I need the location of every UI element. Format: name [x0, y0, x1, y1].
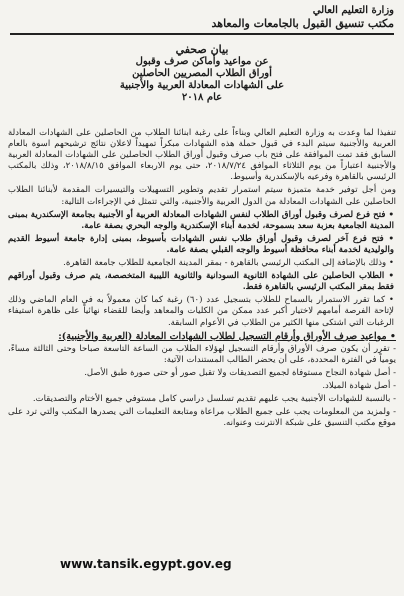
office-name: مكتب تنسيق القبول بالجامعات والمعاهد — [10, 17, 394, 35]
website-url: www.tansik.egypt.gov.eg — [60, 557, 232, 571]
ministry-name: وزارة التعليم العالي — [312, 5, 394, 16]
hours-paragraph: - تقرر أن يكون صرف الأوراق وأرقام التسجيل لهؤلاء الطلاب من الساعة التاسعة صباحا وحتى الثالثة مساءً، يومياً في الفترة المحددة، على أن يحضر الطالب المستندات الآتية: — [8, 343, 396, 365]
bullet-sudan-libya: • الطلاب الحاصلين على الشهادة الثانوية السودانية والثانوية الليبية المتخصصة، يتم صرف وقبول أوراقهم فقط بمقر المكتب الرئيسي بالقاهرة فقط. — [8, 271, 394, 293]
title-line-3: أوراق الطلاب المصريين الحاصلين — [132, 68, 272, 79]
title-press-release: بيان صحفي — [175, 43, 229, 56]
bullet-60-choices: • كما تقرر الاستمرار بالسماح للطلاب بتسجيل عدد (٦٠) رغبة كما كان معمولاً به في العام الماضي وذلك لإتاحة الفرصة أمامهم لاختيار أكبر عدد ممكن من الكليات والمعاهد وأيضا للقضاء نهائياً على ظاهرة استيفاء الرغبات التي اشتكى منها الكثير من الطلاب في الأعوام السابقة. — [8, 295, 395, 328]
doc-item-certificate: - أصل شهادة النجاح مستوفاة لجميع التصديقات ولا تقبل صور أو حتى صورة طبق الأصل. — [84, 367, 396, 378]
title-line-2: عن مواعيد وأماكن صرف وقبول — [135, 56, 269, 67]
procedures-paragraph: ومن أجل توفير خدمة متميزة سيتم استمرار تقديم وتطوير التسهيلات والتيسيرات المقدمة لأبنائنا الطلاب الحاصلين على الشهادات المعادلة من الدول العربية والأجنبية، والتي تتمثل في الإجراءات التالية: — [8, 185, 396, 207]
title-block — [0, 44, 404, 104]
title-line-4: على الشهادات المعادلة العربية والأجنبية — [119, 80, 285, 91]
more-info-paragraph: - ولمزيد من المعلومات يجب على جميع الطلاب مراعاة ومتابعة التعليمات التي يصدرها المكتب والتي ترد على موقع مكتب التنسيق على شبكة الانترنت وعنوانه. — [8, 407, 396, 429]
section-heading: • مواعيد صرف الأوراق وأرقام التسجيل لطلاب الشهادات المعادلة (العربية والأجنبية): — [58, 330, 396, 342]
document-body — [8, 128, 396, 431]
foreign-certs-paragraph: - بالنسبة للشهادات الأجنبية يجب عليهم تقديم تسلسل دراسي كامل مستوفي جميع الأختام والتصديقات. — [32, 394, 396, 405]
doc-item-birth: - أصل شهادة الميلاد. — [322, 380, 396, 391]
intro-paragraph: تنفيذا لما وعدت به وزارة التعليم العالي وبناءاً على رغبة ابنائنا الطلاب من الحاصلين على الشهادات المعادلة العربية والأجنبية سيتم البدء في قبول حملة هذه الشهادات مبكراً تمهيداً لاعلان نتائج ترشيحهم اسوة بالعام السابق فقد تمت الموافقة على فتح باب صرف وقبول أوراق الطلاب الحاصلين على الشهادات المعادلة العربية والأجنبية اعتباراً من يوم الثلاثاء الموافق ٢٠١٨/٧/٢٤، حتى يوم الاربعاء الموافق ٢٠١٨/٨/١٥، وذلك بالمكتب الرئيسي بالقاهرة وفرعيه بالإسكندرية وأسيوط. — [8, 128, 396, 183]
title-year: عام ٢٠١٨ — [181, 92, 223, 103]
letterhead — [10, 4, 394, 35]
bullet-assiut: • فتح فرع آخر لصرف وقبول أوراق طلاب نفس الشهادات بأسيوط، بمبنى إدارة جامعة أسيوط القديم والوليدية لخدمة أبناء محافظة أسيوط والوجه القبلي بصفة عامة. — [8, 233, 394, 255]
bullet-cairo: • وذلك بالإضافة إلى المكتب الرئيسي بالقاهرة - بمقر المدينة الجامعية للطلاب جامعة القاهرة. — [63, 258, 394, 269]
bullet-alexandria: • فتح فرع لصرف وقبول أوراق الطلاب لنفس الشهادات المعادلة العربية أو الأجنبية بجامعة الإسكندرية بمبنى المدينة الجامعية بعزبة سعد بسموحة، لخدمة أبناء الإسكندرية والوجه البحري بصفة عامة. — [8, 209, 394, 231]
